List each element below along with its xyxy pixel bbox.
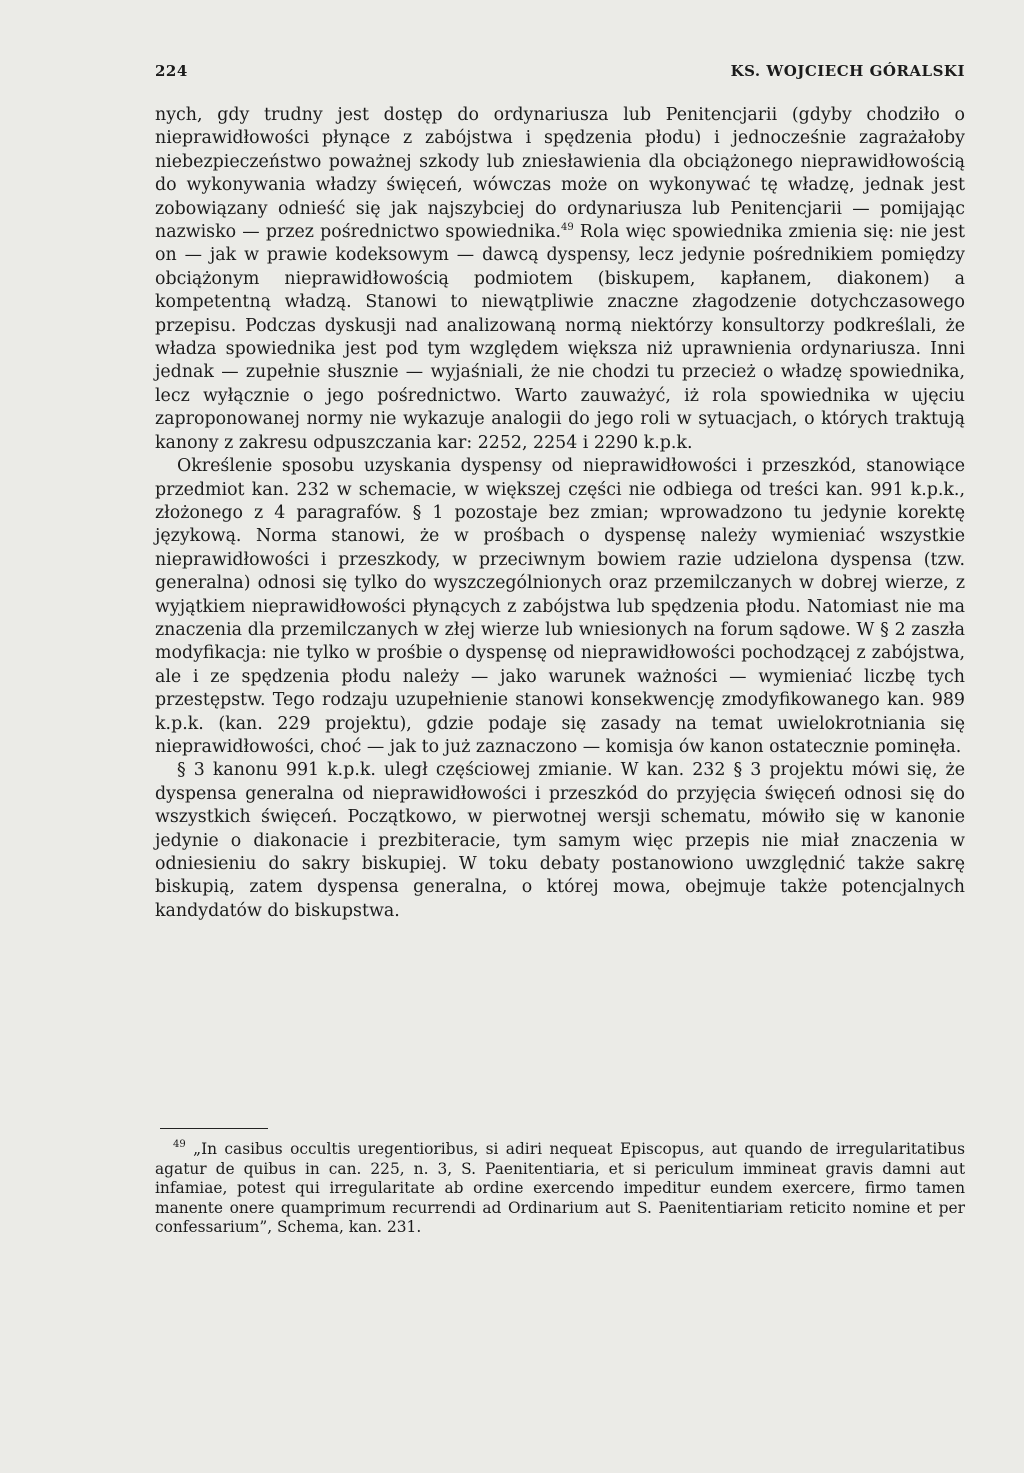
paragraph-1 <box>155 104 965 455</box>
main-text <box>155 104 965 923</box>
footnote-49 <box>155 1140 965 1238</box>
paragraph-1-part-1: nych, gdy trudny jest dostęp do ordynariusza lub Penitencjarii (gdyby chodziło o nieprawidłowości płynące z zabójstwa i spędzenia płodu) i jednocześnie zagrażałoby niebezpieczeństwo poważnej szkody lub zniesławienia dla obciążonego nieprawidłowością do wykonywania władzy święceń, wówczas może on wykonywać tę władzę, jednak jest zobowiązany odnieść się jak najszybciej do ordynariusza lub Penitencjarii — pomijając nazwisko — przez pośrednictwo spowiednika. <box>155 105 965 243</box>
paragraph-2: Określenie sposobu uzyskania dyspensy od nieprawidłowości i przeszkód, stanowiące przedmiot kan. 232 w schemacie, w większej części nie odbiega od treści kan. 991 k.p.k., złożonego z 4 paragrafów. § 1 pozostaje bez zmian; wprowadzono tu jedynie korektę językową. Norma stanowi, że w prośbach o dyspensę należy wymieniać wszystkie nieprawidłowości i przeszkody, w przeciwnym bowiem razie udzielona dyspensa (tzw. generalna) odnosi się tylko do wyszczególnionych oraz przemilczanych w dobrej wierze, z wyjątkiem nieprawidłowości płynących z zabójstwa lub spędzenia płodu. Natomiast nie ma znaczenia dla przemilczanych w złej wierze lub wniesionych na forum sądowe. W § 2 zaszła modyfikacja: nie tylko w prośbie o dyspensę od nieprawidłowości pochodzącej z zabójstwa, ale i ze spędzenia płodu należy — jako warunek ważności — wymieniać liczbę tych przestępstw. Tego rodzaju uzupełnienie stanowi konsekwencję zmodyfikowanego kan. 989 k.p.k. (kan. 229 projektu), gdzie podaje się zasady na temat uwielokrotniania się nieprawidłowości, choć — jak to już zaznaczono — komisja ów kanon ostatecznie pominęła. <box>155 456 965 757</box>
footnote-text: „In casibus occultis uregentioribus, si adiri nequeat Episcopus, aut quando de irregularitatibus agatur de quibus in can. 225, n. 3, S. Paenitentiaria, et si periculum immineat gravis damni aut infamiae, potest qui irregularitate ab ordine exercendo impeditur eundem exercere, firmo tamen manente onere quamprimum recurrendi ad Ordinarium aut S. Paenitentiariam reticito nomine et per confessarium”, Schema, kan. 231. <box>155 1140 965 1237</box>
running-head-author: KS. WOJCIECH GÓRALSKI <box>730 62 965 80</box>
paragraph-1-part-2: Rola więc spowiednika zmienia się: nie jest on — jak w prawie kodeksowym — dawcą dyspensy, lecz jedynie pośrednikiem pomiędzy obciążonym nieprawidłowością podmiotem (biskupem, kapłanem, diakonem) a kompetentną władzą. Stanowi to niewątpliwie znaczne złagodzenie dotychczasowego przepisu. Podczas dyskusji nad analizowaną normą niektórzy konsultorzy podkreślali, że władza spowiednika jest pod tym względem większa niż uprawnienia ordynariusza. Inni jednak — zupełnie słusznie — wyjaśniali, że nie chodzi tu przecież o władzę spowiednika, lecz wyłącznie o jego pośrednictwo. Warto zauważyć, iż rola spowiednika w ujęciu zaproponowanej normy nie wykazuje analogii do jego roli w sytuacjach, o których traktują kanony z zakresu odpuszczania kar: 2252, 2254 i 2290 k.p.k. <box>155 222 965 453</box>
footnote-paragraph <box>155 1140 965 1238</box>
footnote-separator <box>160 1128 268 1129</box>
paragraph-3: § 3 kanonu 991 k.p.k. uległ częściowej zmianie. W kan. 232 § 3 projektu mówi się, że dyspensa generalna od nieprawidłowości i przeszkód do przyjęcia święceń odnosi się do wszystkich święceń. Początkowo, w pierwotnej wersji schematu, mówiło się w kanonie jedynie o diakonacie i prezbiteracie, tym samym więc przepis nie miał znaczenia w odniesieniu do sakry biskupiej. W toku debaty postanowiono uwzględnić także sakrę biskupią, zatem dyspensa generalna, o której mowa, obejmuje także potencjalnych kandydatów do biskupstwa. <box>155 760 965 921</box>
page-number: 224 <box>155 62 188 80</box>
footnote-number: 49 <box>173 1139 186 1150</box>
running-header <box>155 62 965 80</box>
footnote-reference-49[interactable]: 49 <box>561 222 574 234</box>
